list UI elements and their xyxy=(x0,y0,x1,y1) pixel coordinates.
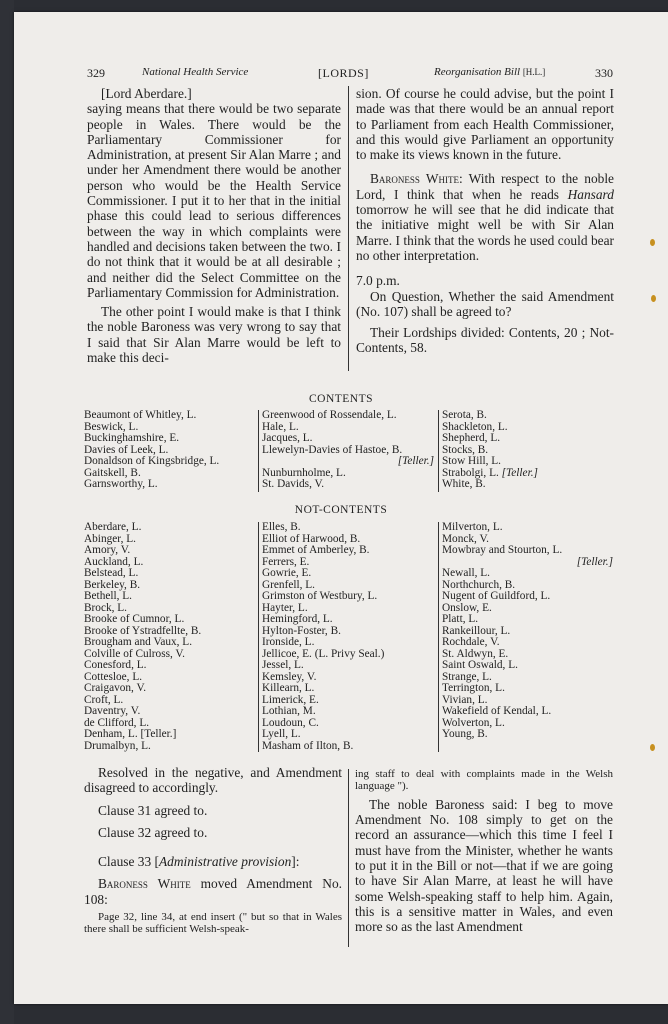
amendment-text: Page 32, line 34, at end insert (" but so that in Wales there shall be sufficient Welsh-speak- xyxy=(84,911,342,936)
column-rule-bottom xyxy=(348,769,349,947)
voter-name: White, B. xyxy=(442,478,486,490)
voter-name: Young, B. xyxy=(442,728,488,740)
voter-name: Gaitskell, B. xyxy=(84,466,141,479)
voter-name: Llewelyn-Davies of Hastoe, B. xyxy=(262,443,403,456)
amendment-moved: Baroness White moved Amendment No. 108: xyxy=(84,876,342,907)
voter-name: Killearn, L. xyxy=(262,682,315,694)
left-running-title: National Health Service xyxy=(142,66,249,78)
background-edge xyxy=(0,0,14,1024)
voter-name: Daventry, V. xyxy=(84,705,141,717)
not-contents-rule-1 xyxy=(258,522,259,752)
voter-name: Aberdare, L. xyxy=(84,521,142,533)
voter-name: Rochdale, V. xyxy=(442,636,500,648)
voter-name: St. Aldwyn, E. xyxy=(442,647,509,660)
not-contents-column-2 xyxy=(262,522,438,752)
voter-name: Cottesloe, L. xyxy=(84,670,143,683)
voter-name: de Clifford, L. xyxy=(84,716,150,729)
voter-name: Beswick, L. xyxy=(84,420,139,433)
clause-32: Clause 32 agreed to. xyxy=(98,824,208,840)
voter-name: Rankeillour, L. xyxy=(442,624,511,637)
hansard-page xyxy=(14,12,668,1004)
page-blemish xyxy=(650,239,655,246)
voter-name: Vivian, L. xyxy=(442,693,488,706)
voter-name: Ironside, L. xyxy=(262,636,315,648)
voter-name: Emmet of Amberley, B. xyxy=(262,544,370,556)
voter-name: Belstead, L. xyxy=(84,567,139,579)
clause-31: Clause 31 agreed to. xyxy=(98,802,208,818)
voter-name: Mowbray and Stourton, L. xyxy=(442,544,563,556)
voter-name: Conesford, L. xyxy=(84,659,147,671)
voter-name: Loudoun, C. xyxy=(262,716,319,729)
voter-name: Limerick, E. xyxy=(262,693,319,706)
voter-name: Hayter, L. xyxy=(262,601,308,614)
teller-mark: [Teller.] xyxy=(397,455,434,467)
voter-name: Strabolgi, L. [Teller.] xyxy=(442,466,538,479)
voter-name: St. Davids, V. xyxy=(262,478,325,490)
voter-name: Donaldson of Kingsbridge, L. xyxy=(84,455,220,467)
not-contents-rule-2 xyxy=(438,522,439,752)
voter-name: Stocks, B. xyxy=(442,443,489,456)
voter-name: Lyell, L. xyxy=(262,728,301,740)
question-text: On Question, Whether the said Amendment (No. 107) shall be agreed to? xyxy=(356,288,614,319)
voter-name: Greenwood of Rossendale, L. xyxy=(262,409,397,421)
contents-column-2 xyxy=(262,410,438,491)
right-paragraph-2: Baroness White: With respect to the noble Lord, I think that when he reads Hansard tomorrow he will see that he did indicate that the initiative might well be with Sir Alan Marre. I think that the words he used could bear no other interpretation. xyxy=(356,171,614,263)
voter-name: Jellicoe, E. (L. Privy Seal.) xyxy=(262,647,385,660)
voter-name: Masham of Ilton, B. xyxy=(262,739,354,752)
left-page-number: 329 xyxy=(87,66,105,80)
speaker-attribution: [Lord Aberdare.] xyxy=(101,86,192,101)
contents-rule-1 xyxy=(258,410,259,492)
voter-name: Hale, L. xyxy=(262,420,299,433)
voter-name: Elliot of Harwood, B. xyxy=(262,532,361,545)
voter-name: Brock, L. xyxy=(84,601,127,614)
voter-name: Northchurch, B. xyxy=(442,578,516,591)
voter-name: Stow Hill, L. xyxy=(442,455,501,467)
voter-name: Brooke of Ystradfellte, B. xyxy=(84,624,202,637)
not-contents-column-1 xyxy=(84,522,259,752)
voter-name: Jacques, L. xyxy=(262,432,313,444)
voter-name: Shepherd, L. xyxy=(442,432,501,444)
voter-name: Grenfell, L. xyxy=(262,578,316,591)
voter-name: Amory, V. xyxy=(84,544,131,556)
voter-name: Strange, L. xyxy=(442,670,492,683)
voter-name: Nunburnholme, L. xyxy=(262,466,346,479)
contents-column-3 xyxy=(442,410,617,491)
voter-name: Shackleton, L. xyxy=(442,420,508,433)
right-running-title: Reorganisation Bill [H.L.] xyxy=(434,66,546,78)
voter-name: Drumalbyn, L. xyxy=(84,739,151,752)
voter-name: Craigavon, V. xyxy=(84,682,147,694)
not-contents-column-3 xyxy=(442,522,617,741)
voter-name: Beaumont of Whitley, L. xyxy=(84,409,197,421)
voter-name: Buckinghamshire, E. xyxy=(84,432,180,444)
amendment-continuation: ing staff to deal with complaints made in the Welsh language "). xyxy=(355,768,613,793)
voter-name: Ferrers, E. xyxy=(262,555,310,568)
bottom-left-column xyxy=(84,765,342,936)
voter-name: Terrington, L. xyxy=(442,682,505,694)
voter-name: Berkeley, B. xyxy=(84,578,141,591)
voter-name: Nugent of Guildford, L. xyxy=(442,590,551,602)
column-rule-top xyxy=(348,86,349,371)
voter-name: Jessel, L. xyxy=(262,659,304,671)
voter-name: Elles, B. xyxy=(262,521,301,533)
baroness-speech: The noble Baroness said: I beg to move Amendment No. 108 simply to get on the record an assurance—which this time I feel I must have from the Minister, whether he wants to put it in the Bill or not—that if we are going to have Sir Alan Marre, at least he will have some Welsh-speaking staff to help him. Again, this is a sensitive matter in Wales, and even more so as the last Amendment xyxy=(355,796,613,935)
voter-name: Gowrie, E. xyxy=(262,567,312,579)
page-blemish xyxy=(650,744,655,751)
voter-name: Monck, V. xyxy=(442,532,489,545)
time-stamp: 7.0 p.m. xyxy=(356,273,400,289)
contents-column-1 xyxy=(84,410,259,491)
right-paragraph-1: sion. Of course he could advise, but the point I made was that there would be an annual report to Parliament from each Health Commissioner, and this would give Parliament an opportunity to make its views known in the future. xyxy=(356,86,614,163)
contents-heading: CONTENTS xyxy=(308,393,374,405)
left-paragraph-1: saying means that there would be two separate people in Wales. There would be the Parliamentary Commissioner for Administration, at present Sir Alan Marre ; and under her Amendment there would be another person who would be the Health Service Commissioner. I put it to her that in the initial phase this could lead to serious differences between the way in which complaints were handled and decisions taken between the two. I do not think that it would be at all desirable ; and neither did the Select Committee on the Parliamentary Commission for Administration. xyxy=(87,101,341,300)
voter-name: Hylton-Foster, B. xyxy=(262,624,341,637)
voter-name: Abinger, L. xyxy=(84,532,136,545)
left-paragraph-2: The other point I would make is that I think the noble Baroness was very wrong to say that I said that Sir Alan Marre would be left to make this deci- xyxy=(87,304,341,366)
voter-name: Brooke of Cumnor, L. xyxy=(84,613,185,625)
voter-name: Kemsley, V. xyxy=(262,670,317,683)
voter-name: Denham, L. [Teller.] xyxy=(84,728,177,740)
voter-name: Newall, L. xyxy=(442,567,490,579)
voter-name: Saint Oswald, L. xyxy=(442,659,518,671)
house-label: [LORDS] xyxy=(318,66,369,80)
voter-name: Bethell, L. xyxy=(84,590,133,602)
right-column xyxy=(356,86,614,356)
voter-name: Brougham and Vaux, L. xyxy=(84,636,193,648)
teller-mark: [Teller.] xyxy=(576,555,613,568)
right-page-number: 330 xyxy=(595,66,613,80)
voter-name: Wakefield of Kendal, L. xyxy=(442,705,552,717)
contents-rule-2 xyxy=(438,410,439,492)
left-column xyxy=(87,86,341,365)
resolved-text: Resolved in the negative, and Amendment disagreed to accordingly. xyxy=(84,765,342,796)
voter-name: Garnsworthy, L. xyxy=(84,478,158,490)
not-contents-heading: NOT-CONTENTS xyxy=(294,504,388,516)
voter-name: Milverton, L. xyxy=(442,521,503,533)
voter-name: Lothian, M. xyxy=(262,705,316,717)
voter-name: Croft, L. xyxy=(84,693,124,706)
voter-name: Colville of Culross, V. xyxy=(84,647,185,660)
voter-name: Onslow, E. xyxy=(442,601,492,614)
voter-name: Platt, L. xyxy=(442,613,479,625)
voter-name: Grimston of Westbury, L. xyxy=(262,590,378,602)
page-blemish xyxy=(651,295,656,302)
bottom-right-column xyxy=(355,768,613,934)
division-result: Their Lordships divided: Contents, 20 ; Not-Contents, 58. xyxy=(356,325,614,356)
voter-name: Davies of Leek, L. xyxy=(84,443,169,456)
clause-33: Clause 33 [Administrative provision]: xyxy=(98,854,300,870)
voter-name: Wolverton, L. xyxy=(442,716,505,729)
voter-name: Hemingford, L. xyxy=(262,613,333,625)
voter-name: Serota, B. xyxy=(442,409,487,421)
voter-name: Auckland, L. xyxy=(84,555,144,568)
